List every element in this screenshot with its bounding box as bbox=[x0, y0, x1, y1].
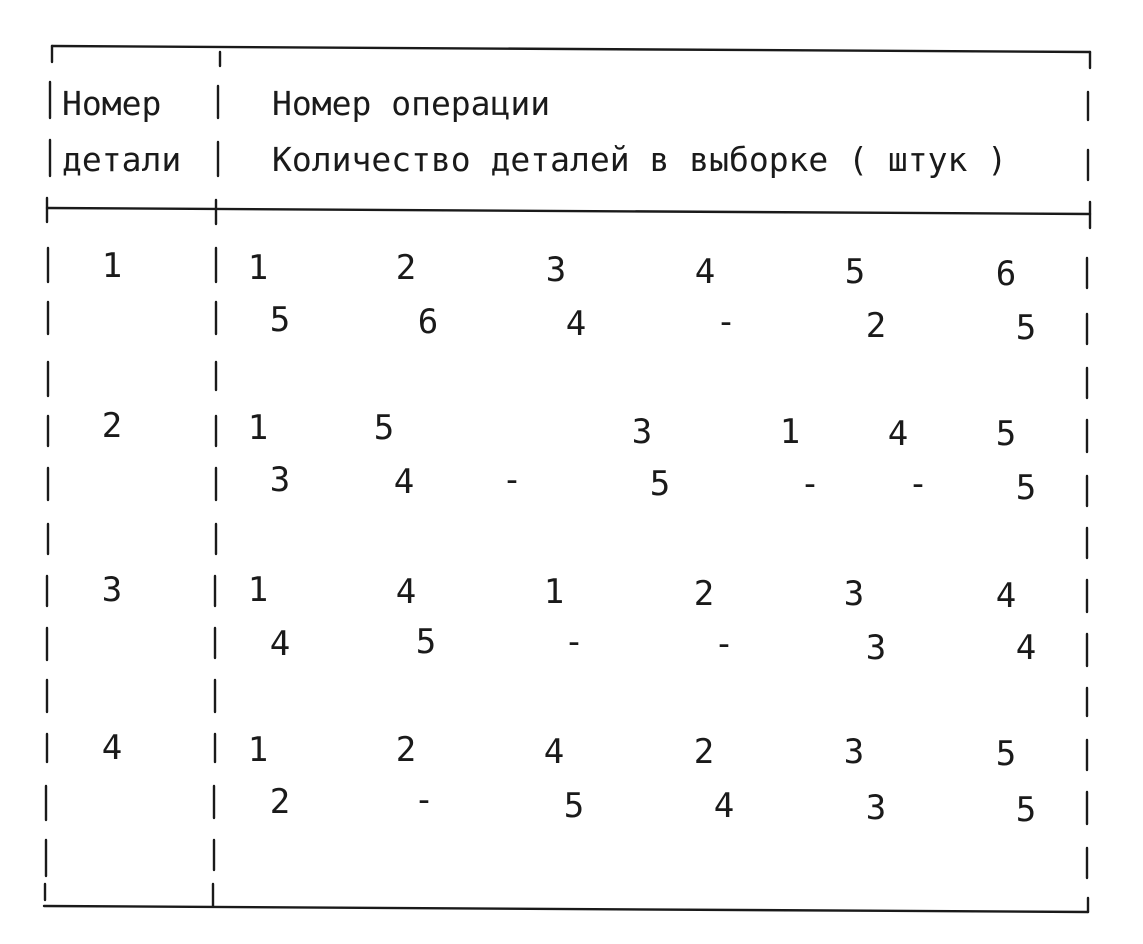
header-separator bbox=[47, 208, 1090, 214]
column-divider bbox=[213, 52, 220, 906]
operation-cell: 5 bbox=[844, 252, 866, 292]
part-number-cell: 4 bbox=[101, 728, 123, 768]
operation-cell: 3 bbox=[545, 250, 567, 290]
quantity-cell: 5 bbox=[1015, 308, 1037, 348]
quantity-cell: 3 bbox=[865, 788, 887, 828]
operation-cell: 3 bbox=[843, 574, 865, 614]
operation-cell: 4 bbox=[995, 576, 1017, 616]
operation-cell: 6 bbox=[995, 254, 1017, 294]
operation-cell: 4 bbox=[543, 732, 565, 772]
quantity-cell: 6 bbox=[417, 302, 439, 342]
operation-cell: 3 bbox=[843, 732, 865, 772]
quantity-cell: - bbox=[715, 302, 737, 342]
operation-cell: 1 bbox=[247, 408, 269, 448]
operation-cell: 2 bbox=[693, 574, 715, 614]
operation-cell: 2 bbox=[693, 732, 715, 772]
quantity-cell: 5 bbox=[1015, 790, 1037, 830]
header-sample-quantity: Количество деталей в выборке ( штук ) bbox=[272, 140, 1008, 179]
operation-cell: 5 bbox=[995, 414, 1017, 454]
quantity-cell: - bbox=[501, 460, 523, 500]
operation-cell: 2 bbox=[395, 248, 417, 288]
operation-cell: 3 bbox=[631, 412, 653, 452]
quantity-cell: 2 bbox=[269, 782, 291, 822]
quantity-cell: - bbox=[799, 464, 821, 504]
operation-cell: 4 bbox=[887, 414, 909, 454]
table-top-border bbox=[52, 46, 1090, 52]
header-operation-number: Номер операции bbox=[272, 84, 551, 123]
operation-cell: 1 bbox=[247, 730, 269, 770]
operation-cell: 2 bbox=[395, 730, 417, 770]
operation-cell: 5 bbox=[995, 734, 1017, 774]
quantity-cell: - bbox=[713, 624, 735, 664]
operation-cell: 4 bbox=[694, 252, 716, 292]
quantity-cell: 4 bbox=[1015, 628, 1037, 668]
operation-cell: 1 bbox=[543, 572, 565, 612]
quantity-cell: 4 bbox=[713, 786, 735, 826]
operation-cell: 1 bbox=[247, 570, 269, 610]
operation-cell: 1 bbox=[247, 248, 269, 288]
operation-cell: 1 bbox=[779, 412, 801, 452]
quantity-cell: 3 bbox=[865, 628, 887, 668]
quantity-cell: 4 bbox=[565, 304, 587, 344]
header-part-number-line2: детали bbox=[62, 140, 182, 179]
quantity-cell: 5 bbox=[1015, 468, 1037, 508]
table-bottom-border bbox=[44, 906, 1088, 912]
quantity-cell: 5 bbox=[649, 464, 671, 504]
operation-cell: 4 bbox=[395, 572, 417, 612]
part-number-cell: 3 bbox=[101, 570, 123, 610]
header-part-number-line1: Номер bbox=[62, 84, 162, 123]
quantity-cell: - bbox=[413, 780, 435, 820]
quantity-cell: 5 bbox=[269, 300, 291, 340]
operation-cell: 5 bbox=[373, 408, 395, 448]
table-right-border bbox=[1087, 92, 1088, 878]
quantity-cell: 3 bbox=[269, 460, 291, 500]
quantity-cell: 5 bbox=[415, 622, 437, 662]
quantity-cell: - bbox=[907, 464, 929, 504]
quantity-cell: 4 bbox=[269, 624, 291, 664]
quantity-cell: 4 bbox=[393, 462, 415, 502]
quantity-cell: 5 bbox=[563, 786, 585, 826]
quantity-cell: - bbox=[563, 622, 585, 662]
quantity-cell: 2 bbox=[865, 306, 887, 346]
part-number-cell: 2 bbox=[101, 406, 123, 446]
part-number-cell: 1 bbox=[101, 246, 123, 286]
